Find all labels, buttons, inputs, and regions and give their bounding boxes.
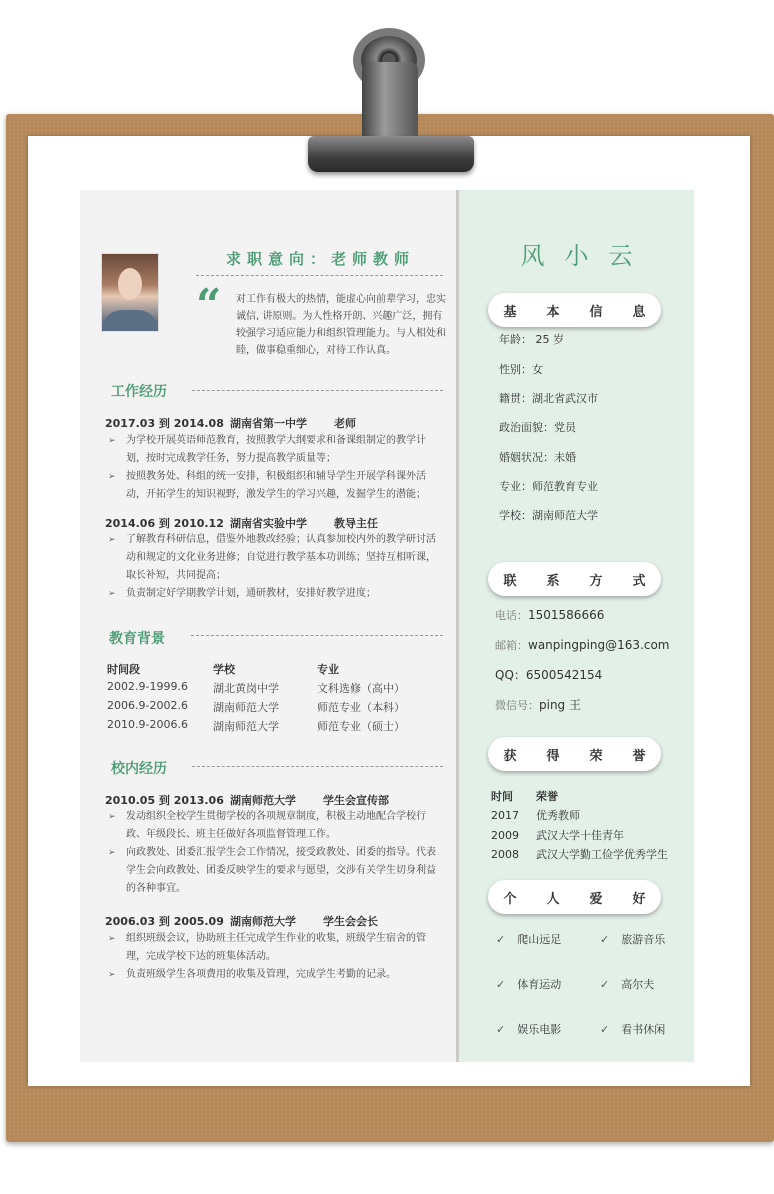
table-row: 2008 武汉大学勤工俭学优秀学生 bbox=[491, 848, 668, 861]
job-org: 湖南省实验中学 bbox=[230, 517, 307, 530]
job-org: 湖南师范大学 bbox=[230, 915, 296, 928]
arrow-icon: ➢ bbox=[108, 970, 116, 980]
info-age: 年龄： 25 岁 bbox=[499, 333, 564, 346]
campus-job-1-header bbox=[105, 792, 389, 808]
job-role: 学生会会长 bbox=[323, 915, 378, 928]
info-hometown: 籍贯：湖北省武汉市 bbox=[499, 392, 598, 405]
job-period: 2010.05 到 2013.06 bbox=[105, 794, 224, 807]
work-job-2-header bbox=[105, 515, 378, 531]
list-item: ➢ 组织班级会议，协助班主任完成学生作业的收集，班级学生宿舍的管理，完成学校下达的班集体活动。 bbox=[106, 930, 442, 966]
basic-info-title: 基本信息 bbox=[488, 293, 661, 327]
education-section-divider bbox=[191, 635, 443, 636]
job-role: 教导主任 bbox=[334, 517, 378, 530]
list-item: ➢ 负责班级学生各项费用的收集及管理，完成学生考勤的记录。 bbox=[106, 966, 442, 984]
arrow-icon: ➢ bbox=[108, 812, 116, 822]
hobby-item: ✓ 娱乐电影 bbox=[496, 1023, 562, 1036]
list-item: ➢ 向政教处、团委汇报学生会工作情况，接受政教处、团委的指导。代表学生会向政教处、团委反映学生的要求与愿望，交涉有关学生切身利益的各种事宜。 bbox=[106, 844, 442, 898]
campus-job-2-header bbox=[105, 913, 378, 929]
work-section-title: 工作经历 bbox=[111, 384, 167, 400]
arrow-icon: ➢ bbox=[108, 589, 116, 599]
arrow-icon: ➢ bbox=[108, 934, 116, 944]
hobby-item: ✓ 高尔夫 bbox=[600, 978, 655, 991]
work-job-2-bullets bbox=[106, 531, 442, 603]
honor-header-row: 时间 荣誉 bbox=[491, 790, 558, 803]
list-item: ➢ 按照教务处、科组的统一安排，积极组织和辅导学生开展学科课外活动，开拓学生的知识视野，激发学生的学习兴趣，发掘学生的潜能； bbox=[106, 468, 442, 504]
contact-title: 联系方式 bbox=[488, 562, 661, 596]
campus-job-1-bullets bbox=[106, 808, 442, 898]
hobby-item: ✓ 爬山远足 bbox=[496, 933, 562, 946]
check-icon: ✓ bbox=[600, 1023, 610, 1036]
hobby-title: 个人爱好 bbox=[488, 880, 661, 914]
contact-phone: 电话：1501586666 bbox=[495, 608, 605, 622]
hobby-item: ✓ 体育运动 bbox=[496, 978, 562, 991]
list-item: ➢ 发动组织全校学生贯彻学校的各项规章制度，积极主动地配合学校行政、年级段长、班主任做好各项监督管理工作。 bbox=[106, 808, 442, 844]
info-political: 政治面貌：党员 bbox=[499, 421, 576, 434]
arrow-icon: ➢ bbox=[108, 848, 116, 858]
hobby-item: ✓ 旅游音乐 bbox=[600, 933, 666, 946]
check-icon: ✓ bbox=[496, 933, 506, 946]
header-divider bbox=[196, 275, 443, 276]
arrow-icon: ➢ bbox=[108, 535, 116, 545]
arrow-icon: ➢ bbox=[108, 472, 116, 482]
clip-base bbox=[308, 136, 474, 172]
job-period: 2006.03 到 2005.09 bbox=[105, 915, 224, 928]
self-intro: 对工作有极大的热情，能虚心向前辈学习，忠实诚信, 讲原则。为人性格开朗、兴趣广泛，拥有较强学习适应能力和组织管理能力。与人相处和睦，做事稳重细心，对待工作认真。 bbox=[236, 294, 446, 356]
info-major: 专业：师范教育专业 bbox=[499, 480, 598, 493]
job-period: 2014.06 到 2010.12 bbox=[105, 517, 224, 530]
info-marital: 婚姻状况：未婚 bbox=[499, 451, 576, 464]
job-org: 湖南省第一中学 bbox=[230, 417, 307, 430]
photo-face bbox=[118, 268, 142, 300]
table-row: 2009 武汉大学十佳青年 bbox=[491, 829, 624, 842]
info-gender: 性别：女 bbox=[499, 363, 543, 376]
education-section-title: 教育背景 bbox=[109, 631, 165, 647]
photo-shoulder bbox=[102, 310, 158, 332]
work-section-divider bbox=[192, 390, 443, 391]
job-org: 湖南师范大学 bbox=[230, 794, 296, 807]
education-table: 时间段 学校 专业 2002.9-1999.6 湖北黄岗中学 文科选修（高中） 2006.9-2002.6 湖南师范大学 师范专业（本科） 2010.9-2006.6 湖南师范大学 师范专业（硕士） bbox=[107, 663, 405, 733]
check-icon: ✓ bbox=[600, 978, 610, 991]
check-icon: ✓ bbox=[600, 933, 610, 946]
list-item: ➢ 为学校开展英语师范教育，按照教学大纲要求和备课组制定的教学计划，按时完成教学任务，努力提高教学质量等； bbox=[106, 432, 442, 468]
job-role: 学生会宣传部 bbox=[323, 794, 389, 807]
check-icon: ✓ bbox=[496, 978, 506, 991]
list-item: ➢ 了解教育科研信息，借鉴外地教改经验；认真参加校内外的教学研讨活动和规定的文化业务进修；自觉进行教学基本功训练；坚持互相听课，取长补短，共同提高； bbox=[106, 531, 442, 585]
list-item: ➢ 负责制定好学期教学计划，通研教材，安排好教学进度； bbox=[106, 585, 442, 603]
honor-title: 获得荣誉 bbox=[488, 737, 661, 771]
campus-section-divider bbox=[192, 766, 443, 767]
quote-icon: “ bbox=[196, 280, 222, 331]
job-role: 老师 bbox=[334, 417, 356, 430]
job-period: 2017.03 到 2014.08 bbox=[105, 417, 224, 430]
work-job-1-header bbox=[105, 415, 356, 431]
job-objective: 求职意向：老师教师 bbox=[226, 250, 416, 268]
hobby-item: ✓ 看书休闲 bbox=[600, 1023, 666, 1036]
candidate-name: 风小云 bbox=[520, 242, 653, 270]
work-job-1-bullets bbox=[106, 432, 442, 504]
contact-wechat: 微信号：ping 王 bbox=[495, 698, 581, 712]
table-row: 2017 优秀教师 bbox=[491, 809, 580, 822]
campus-job-2-bullets bbox=[106, 930, 442, 984]
info-school: 学校：湖南师范大学 bbox=[499, 509, 598, 522]
check-icon: ✓ bbox=[496, 1023, 506, 1036]
arrow-icon: ➢ bbox=[108, 436, 116, 446]
campus-section-title: 校内经历 bbox=[111, 761, 167, 777]
contact-email: 邮箱：wanpingping@163.com bbox=[495, 638, 670, 652]
contact-qq: QQ：6500542154 bbox=[495, 668, 603, 682]
profile-photo bbox=[101, 253, 159, 332]
